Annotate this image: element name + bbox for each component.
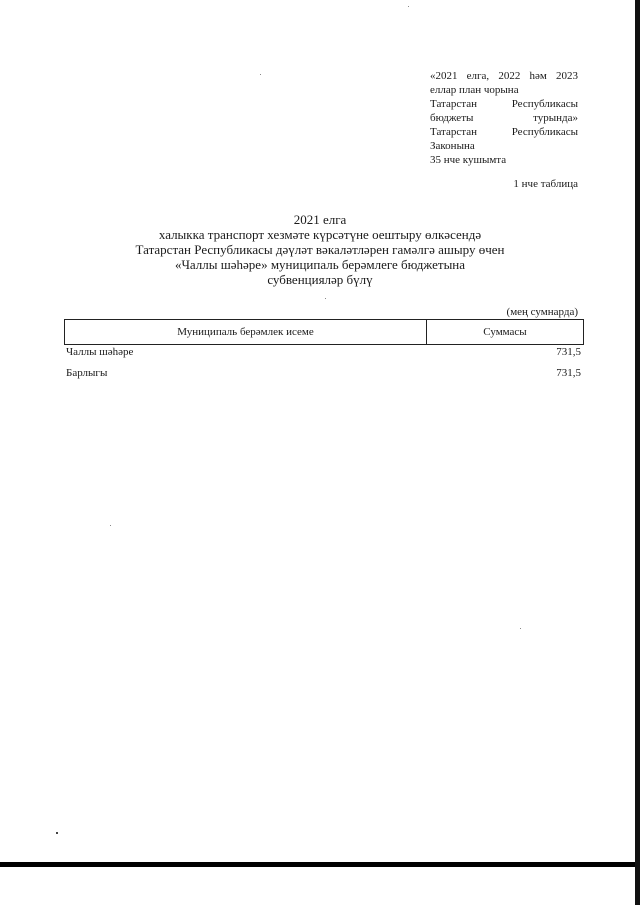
scan-speck xyxy=(260,74,261,75)
title-line: «Чаллы шәһәре» муниципаль берәмлеге бюджетына xyxy=(174,257,466,272)
header-line: Татарстан Республикасы xyxy=(430,126,578,138)
title-line: халыкка транспорт хезмәте күрсәтүне оештыру өлкәсендә xyxy=(158,227,482,242)
header-line: бюджеты турында» xyxy=(430,112,578,124)
title-line: субвенцияләр бүлү xyxy=(267,272,373,287)
row-name: Чаллы шәһәре xyxy=(66,346,134,358)
total-row xyxy=(66,367,581,381)
header-line: «2021 елга, 2022 һәм 2023 xyxy=(430,70,578,82)
units-label: (мең сумнарда) xyxy=(506,306,578,318)
scan-speck xyxy=(325,298,326,299)
scan-speck xyxy=(110,525,111,526)
scan-speck xyxy=(408,6,409,7)
table-number: 1 нче таблица xyxy=(513,178,578,190)
scan-speck xyxy=(520,628,521,629)
table-row xyxy=(66,346,581,360)
header-line: Татарстан Республикасы xyxy=(430,98,578,110)
header-line: еллар план чорына xyxy=(430,84,519,96)
table-header xyxy=(64,319,584,345)
column-header-name: Муниципаль берәмлек исеме xyxy=(65,320,427,344)
document-title xyxy=(120,212,520,287)
row-name: Барлыгы xyxy=(66,367,108,379)
column-header-amount: Суммасы xyxy=(483,326,527,338)
row-amount: 731,5 xyxy=(556,346,581,358)
appendix-header xyxy=(430,69,578,167)
title-line: 2021 елга xyxy=(293,212,347,227)
header-line: 35 нче кушымта xyxy=(430,154,507,166)
scan-speck xyxy=(56,832,58,834)
title-line: Татарстан Республикасы дәүләт вәкаләтләрен гамәлгә ашыру өчен xyxy=(135,242,505,257)
scan-border-bottom xyxy=(0,862,640,867)
header-line: Законына xyxy=(430,140,475,152)
scan-border-right xyxy=(635,0,640,905)
row-amount: 731,5 xyxy=(556,367,581,379)
